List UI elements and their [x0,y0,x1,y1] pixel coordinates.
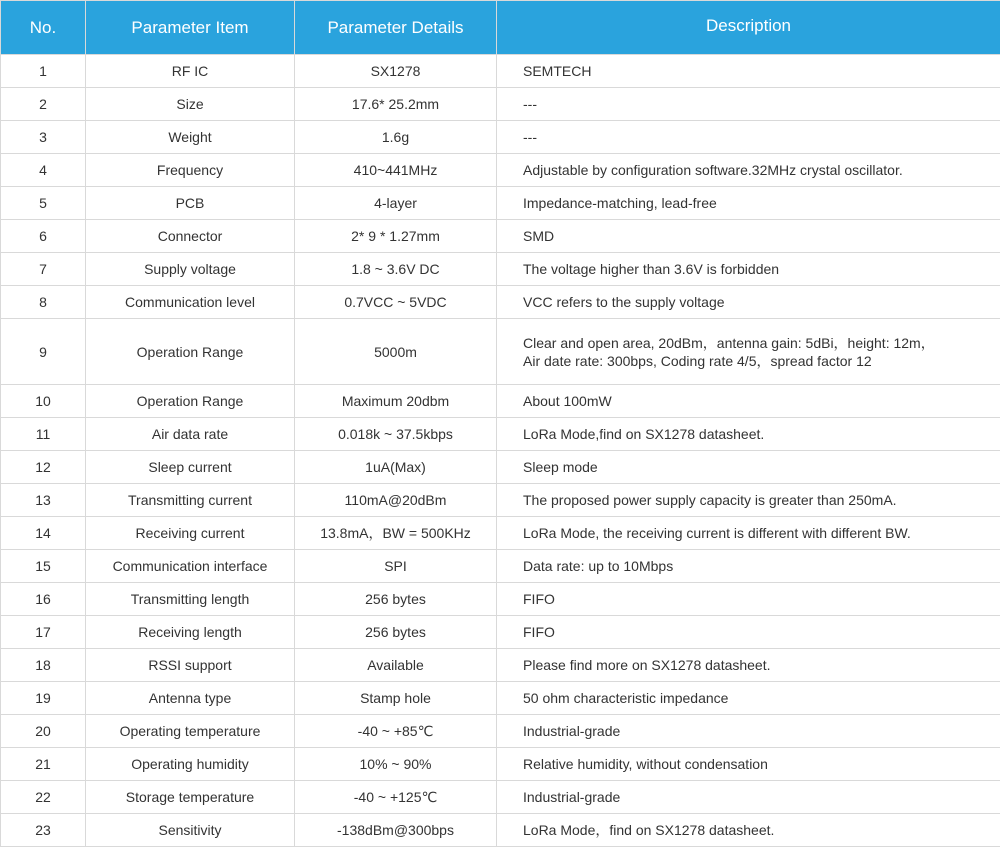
cell-parameter-item: Storage temperature [86,781,295,814]
description-line: VCC refers to the supply voltage [523,294,725,310]
cell-parameter-item: Transmitting length [86,583,295,616]
table-row [1,88,1000,121]
cell-parameter-item: Operation Range [86,385,295,418]
table-row [1,187,1000,220]
cell-parameter-details: Stamp hole [295,682,497,715]
description-line: Industrial-grade [523,789,621,805]
cell-parameter-item: Transmitting current [86,484,295,517]
cell-parameter-item: Connector [86,220,295,253]
description-line: The proposed power supply capacity is greater than 250mA. [523,492,897,508]
cell-no: 13 [1,484,86,517]
cell-description [497,451,1000,484]
cell-parameter-item: Sensitivity [86,814,295,847]
cell-description [497,616,1000,649]
table-body [1,55,1000,847]
cell-no: 8 [1,286,86,319]
cell-no: 20 [1,715,86,748]
cell-no: 7 [1,253,86,286]
cell-parameter-details: 110mA@20dBm [295,484,497,517]
cell-parameter-item: Operating humidity [86,748,295,781]
cell-no: 5 [1,187,86,220]
cell-parameter-item: Size [86,88,295,121]
table-row [1,451,1000,484]
description-line: Industrial-grade [523,723,621,739]
cell-no: 21 [1,748,86,781]
cell-parameter-details: 10% ~ 90% [295,748,497,781]
table-row [1,121,1000,154]
cell-no: 22 [1,781,86,814]
cell-parameter-item: Frequency [86,154,295,187]
description-line: FIFO [523,624,555,640]
description-line: --- [523,96,537,112]
cell-description [497,286,1000,319]
cell-description [497,748,1000,781]
cell-parameter-details: 13.8mA，BW = 500KHz [295,517,497,550]
header-no: No. [1,1,86,55]
cell-description [497,220,1000,253]
cell-description [497,418,1000,451]
cell-description [497,88,1000,121]
description-line: --- [523,129,537,145]
cell-parameter-details: 2* 9 * 1.27mm [295,220,497,253]
table-row [1,682,1000,715]
description-line: FIFO [523,591,555,607]
cell-parameter-item: Communication interface [86,550,295,583]
description-line: 50 ohm characteristic impedance [523,690,729,706]
cell-description [497,781,1000,814]
table-row [1,220,1000,253]
table-row [1,253,1000,286]
header-row [1,1,1000,55]
cell-parameter-item: Antenna type [86,682,295,715]
cell-parameter-item: Sleep current [86,451,295,484]
cell-description [497,517,1000,550]
cell-description [497,253,1000,286]
cell-description [497,121,1000,154]
description-line: SEMTECH [523,63,592,79]
description-line: LoRa Mode, the receiving current is different with different BW. [523,525,911,541]
cell-parameter-item: Weight [86,121,295,154]
cell-parameter-details: 1uA(Max) [295,451,497,484]
description-line: Adjustable by configuration software.32MHz crystal oscillator. [523,162,903,178]
description-line: SMD [523,228,555,244]
description-line: Impedance-matching, lead-free [523,195,717,211]
cell-parameter-item: RF IC [86,55,295,88]
table-row [1,418,1000,451]
description-line: LoRa Mode，find on SX1278 datasheet. [523,822,775,838]
description-line: Relative humidity, without condensation [523,756,768,772]
table-row [1,517,1000,550]
cell-parameter-item: RSSI support [86,649,295,682]
cell-parameter-details: 4-layer [295,187,497,220]
cell-parameter-details: 1.6g [295,121,497,154]
cell-parameter-details: Available [295,649,497,682]
table-row [1,715,1000,748]
description-line: The voltage higher than 3.6V is forbidden [523,261,780,277]
cell-no: 18 [1,649,86,682]
cell-no: 14 [1,517,86,550]
cell-description [497,55,1000,88]
cell-no: 12 [1,451,86,484]
cell-description [497,583,1000,616]
cell-parameter-details: 1.8 ~ 3.6V DC [295,253,497,286]
cell-parameter-details: 0.018k ~ 37.5kbps [295,418,497,451]
cell-no: 2 [1,88,86,121]
description-line: Data rate: up to 10Mbps [523,558,674,574]
cell-parameter-details: 5000m [295,319,497,385]
table-row [1,583,1000,616]
cell-parameter-details: 410~441MHz [295,154,497,187]
cell-parameter-details: 0.7VCC ~ 5VDC [295,286,497,319]
cell-parameter-item: Communication level [86,286,295,319]
table-row [1,484,1000,517]
cell-no: 3 [1,121,86,154]
table-row [1,385,1000,418]
table-row [1,649,1000,682]
cell-parameter-item: Operating temperature [86,715,295,748]
description-line: Air date rate: 300bps, Coding rate 4/5，spread factor 12 [523,352,872,369]
cell-description [497,484,1000,517]
table-row [1,286,1000,319]
cell-parameter-details: SX1278 [295,55,497,88]
cell-no: 19 [1,682,86,715]
cell-description [497,715,1000,748]
cell-no: 23 [1,814,86,847]
cell-description [497,319,1000,385]
cell-no: 9 [1,319,86,385]
table-row [1,781,1000,814]
cell-parameter-details: -138dBm@300bps [295,814,497,847]
cell-parameter-item: Receiving current [86,517,295,550]
cell-parameter-details: Maximum 20dbm [295,385,497,418]
cell-parameter-details: 256 bytes [295,616,497,649]
cell-parameter-item: Receiving length [86,616,295,649]
table-row [1,616,1000,649]
cell-parameter-details: 17.6* 25.2mm [295,88,497,121]
description-line: Please find more on SX1278 datasheet. [523,657,771,673]
description-line: LoRa Mode,find on SX1278 datasheet. [523,426,765,442]
cell-no: 17 [1,616,86,649]
cell-parameter-item: Supply voltage [86,253,295,286]
cell-description [497,385,1000,418]
cell-parameter-details: -40 ~ +85℃ [295,715,497,748]
cell-parameter-details: -40 ~ +125℃ [295,781,497,814]
cell-parameter-details: 256 bytes [295,583,497,616]
table-row [1,55,1000,88]
header-parameter-details: Parameter Details [295,1,497,55]
description-line: Clear and open area, 20dBm，antenna gain: 5dBi，height: 12m， [523,334,935,351]
cell-parameter-item: Air data rate [86,418,295,451]
table-row [1,319,1000,385]
description-line: Sleep mode [523,459,598,475]
table-row [1,748,1000,781]
header-description: Description [497,1,1000,55]
table-row [1,550,1000,583]
cell-description [497,154,1000,187]
cell-no: 1 [1,55,86,88]
cell-parameter-item: Operation Range [86,319,295,385]
cell-no: 16 [1,583,86,616]
header-parameter-item: Parameter Item [86,1,295,55]
description-line: About 100mW [523,393,612,409]
cell-no: 11 [1,418,86,451]
cell-description [497,682,1000,715]
cell-description [497,814,1000,847]
cell-description [497,187,1000,220]
cell-parameter-item: PCB [86,187,295,220]
cell-description [497,550,1000,583]
cell-no: 6 [1,220,86,253]
cell-no: 10 [1,385,86,418]
cell-no: 4 [1,154,86,187]
cell-description [497,649,1000,682]
cell-no: 15 [1,550,86,583]
table-row [1,814,1000,847]
cell-parameter-details: SPI [295,550,497,583]
table-row [1,154,1000,187]
